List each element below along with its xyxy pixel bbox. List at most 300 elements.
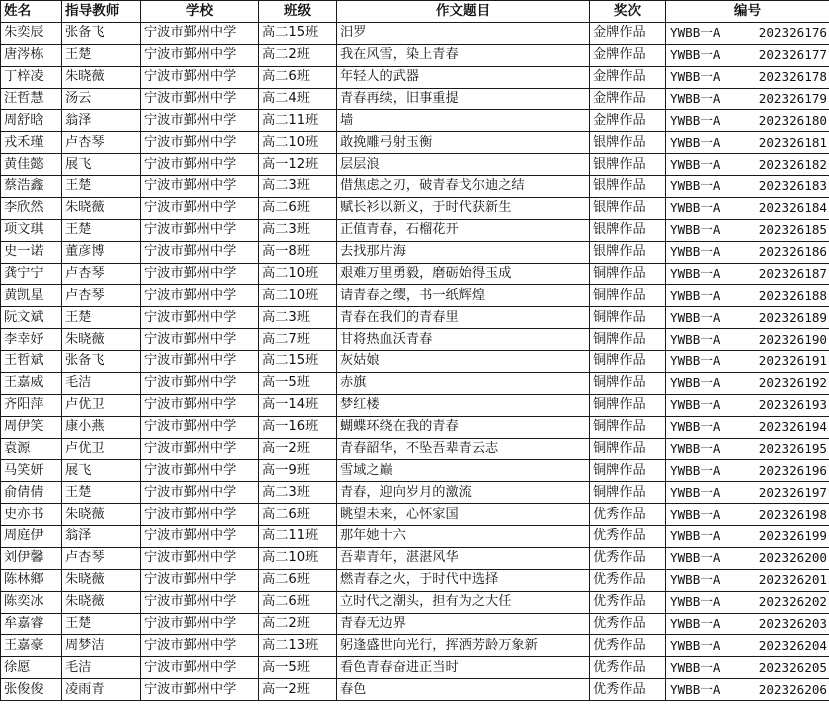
cell-class[interactable]: 高一2班	[259, 438, 337, 460]
cell-code[interactable]	[666, 241, 829, 263]
cell-teacher[interactable]: 卢优卫	[62, 438, 141, 460]
cell-school[interactable]: 宁波市鄞州中学	[141, 176, 259, 198]
code-prefix: YWBB一A	[670, 397, 721, 413]
header-row	[1, 1, 829, 23]
cell-award[interactable]: 铜牌作品	[590, 460, 666, 482]
header-teacher[interactable]: 指导教师	[62, 1, 141, 23]
cell-award[interactable]: 铜牌作品	[590, 307, 666, 329]
code-wrap	[670, 155, 827, 175]
cell-class[interactable]: 高二10班	[259, 285, 337, 307]
code-wrap	[670, 176, 827, 196]
cell-name[interactable]: 蔡浩鑫	[1, 176, 62, 198]
cell-name[interactable]: 陈林鄉	[1, 569, 62, 591]
cell-award[interactable]: 银牌作品	[590, 154, 666, 176]
cell-school[interactable]: 宁波市鄞州中学	[141, 547, 259, 569]
cell-award[interactable]: 优秀作品	[590, 504, 666, 526]
cell-teacher[interactable]: 朱晓薇	[62, 329, 141, 351]
cell-name[interactable]: 马笑妍	[1, 460, 62, 482]
cell-award[interactable]: 优秀作品	[590, 547, 666, 569]
cell-school[interactable]: 宁波市鄞州中学	[141, 613, 259, 635]
cell-code[interactable]	[666, 154, 829, 176]
table-body	[1, 22, 829, 700]
table-row	[1, 526, 829, 548]
cell-school[interactable]: 宁波市鄞州中学	[141, 679, 259, 701]
cell-title[interactable]: 请青春之缨，书一纸辉煌	[337, 285, 590, 307]
cell-teacher[interactable]: 卢杏琴	[62, 263, 141, 285]
cell-teacher[interactable]: 展飞	[62, 460, 141, 482]
cell-class[interactable]: 高一2班	[259, 679, 337, 701]
cell-teacher[interactable]: 康小燕	[62, 416, 141, 438]
table-row	[1, 657, 829, 679]
cell-name[interactable]: 项文琪	[1, 219, 62, 241]
header-title[interactable]: 作文题目	[337, 1, 590, 23]
cell-name[interactable]: 唐涔栋	[1, 44, 62, 66]
code-prefix: YWBB一A	[670, 25, 721, 41]
cell-school[interactable]: 宁波市鄞州中学	[141, 307, 259, 329]
cell-award[interactable]: 铜牌作品	[590, 394, 666, 416]
cell-teacher[interactable]: 王楚	[62, 44, 141, 66]
cell-code[interactable]	[666, 394, 829, 416]
cell-school[interactable]: 宁波市鄞州中学	[141, 372, 259, 394]
cell-class[interactable]: 高二2班	[259, 613, 337, 635]
cell-award[interactable]: 优秀作品	[590, 591, 666, 613]
cell-class[interactable]: 高一9班	[259, 460, 337, 482]
cell-teacher[interactable]: 王楚	[62, 307, 141, 329]
cell-name[interactable]: 戎禾瑾	[1, 132, 62, 154]
cell-teacher[interactable]: 翁泽	[62, 526, 141, 548]
cell-class[interactable]: 高二7班	[259, 329, 337, 351]
code-number: 202326199	[758, 528, 827, 544]
cell-award[interactable]: 铜牌作品	[590, 329, 666, 351]
cell-teacher[interactable]: 卢杏琴	[62, 285, 141, 307]
cell-title[interactable]: 敢挽雕弓射玉衡	[337, 132, 590, 154]
cell-school[interactable]: 宁波市鄞州中学	[141, 482, 259, 504]
code-number: 202326188	[758, 287, 827, 303]
code-prefix: YWBB一A	[670, 112, 721, 128]
cell-school[interactable]: 宁波市鄞州中学	[141, 110, 259, 132]
cell-name[interactable]: 牟嘉睿	[1, 613, 62, 635]
cell-teacher[interactable]: 周梦洁	[62, 635, 141, 657]
code-prefix: YWBB一A	[670, 222, 721, 238]
cell-school[interactable]: 宁波市鄞州中学	[141, 329, 259, 351]
cell-award[interactable]: 银牌作品	[590, 176, 666, 198]
cell-award[interactable]: 优秀作品	[590, 657, 666, 679]
cell-teacher[interactable]: 卢杏琴	[62, 132, 141, 154]
cell-award[interactable]: 银牌作品	[590, 219, 666, 241]
cell-name[interactable]: 王嘉豪	[1, 635, 62, 657]
cell-title[interactable]: 青春韶华，不坠吾辈青云志	[337, 438, 590, 460]
cell-title[interactable]: 去找那片海	[337, 241, 590, 263]
cell-school[interactable]: 宁波市鄞州中学	[141, 351, 259, 373]
table-row	[1, 416, 829, 438]
cell-teacher[interactable]: 朱晓薇	[62, 504, 141, 526]
cell-name[interactable]: 周伊笑	[1, 416, 62, 438]
cell-award[interactable]: 金牌作品	[590, 88, 666, 110]
cell-award[interactable]: 金牌作品	[590, 66, 666, 88]
cell-award[interactable]: 铜牌作品	[590, 372, 666, 394]
cell-code[interactable]	[666, 197, 829, 219]
code-wrap	[670, 548, 827, 568]
cell-name[interactable]: 李幸妤	[1, 329, 62, 351]
cell-code[interactable]	[666, 460, 829, 482]
cell-class[interactable]: 高二6班	[259, 591, 337, 613]
cell-code[interactable]	[666, 44, 829, 66]
cell-teacher[interactable]: 朱晓薇	[62, 197, 141, 219]
cell-name[interactable]: 朱奕辰	[1, 22, 62, 44]
cell-name[interactable]: 史一诺	[1, 241, 62, 263]
cell-award[interactable]: 金牌作品	[590, 22, 666, 44]
cell-school[interactable]: 宁波市鄞州中学	[141, 635, 259, 657]
header-school[interactable]: 学校	[141, 1, 259, 23]
code-wrap	[670, 395, 827, 415]
code-prefix: YWBB一A	[670, 353, 721, 369]
cell-name[interactable]: 齐阳萍	[1, 394, 62, 416]
cell-teacher[interactable]: 展飞	[62, 154, 141, 176]
cell-teacher[interactable]: 卢优卫	[62, 394, 141, 416]
cell-code[interactable]	[666, 351, 829, 373]
code-wrap	[670, 198, 827, 218]
cell-title[interactable]: 层层浪	[337, 154, 590, 176]
cell-award[interactable]: 铜牌作品	[590, 416, 666, 438]
code-prefix: YWBB一A	[670, 90, 721, 106]
cell-title[interactable]: 看色青春奋进正当时	[337, 657, 590, 679]
table-row	[1, 482, 829, 504]
cell-teacher[interactable]: 董彦博	[62, 241, 141, 263]
cell-class[interactable]: 高二6班	[259, 569, 337, 591]
cell-code[interactable]	[666, 307, 829, 329]
header-code[interactable]: 编号	[666, 1, 829, 23]
cell-award[interactable]: 银牌作品	[590, 241, 666, 263]
code-wrap	[670, 242, 827, 262]
cell-title[interactable]: 赋长衫以新义，于时代获新生	[337, 197, 590, 219]
cell-class[interactable]: 高一5班	[259, 657, 337, 679]
cell-teacher[interactable]: 汤云	[62, 88, 141, 110]
table-row	[1, 285, 829, 307]
cell-name[interactable]: 周舒晗	[1, 110, 62, 132]
cell-code[interactable]	[666, 88, 829, 110]
cell-title[interactable]: 汨罗	[337, 22, 590, 44]
cell-award[interactable]: 铜牌作品	[590, 351, 666, 373]
cell-school[interactable]: 宁波市鄞州中学	[141, 154, 259, 176]
cell-teacher[interactable]: 张备飞	[62, 351, 141, 373]
table-row	[1, 351, 829, 373]
cell-award[interactable]: 铜牌作品	[590, 482, 666, 504]
cell-award[interactable]: 优秀作品	[590, 569, 666, 591]
cell-award[interactable]: 金牌作品	[590, 110, 666, 132]
table-row	[1, 241, 829, 263]
cell-name[interactable]: 丁梓凌	[1, 66, 62, 88]
code-prefix: YWBB一A	[670, 156, 721, 172]
cell-title[interactable]: 春色	[337, 679, 590, 701]
cell-name[interactable]: 史亦书	[1, 504, 62, 526]
cell-title[interactable]: 赤旗	[337, 372, 590, 394]
cell-code[interactable]	[666, 679, 829, 701]
cell-school[interactable]: 宁波市鄞州中学	[141, 591, 259, 613]
cell-title[interactable]: 灰姑娘	[337, 351, 590, 373]
cell-title[interactable]: 青春再续，旧事重提	[337, 88, 590, 110]
code-wrap	[670, 505, 827, 525]
cell-name[interactable]: 李欣然	[1, 197, 62, 219]
cell-school[interactable]: 宁波市鄞州中学	[141, 241, 259, 263]
cell-teacher[interactable]: 毛洁	[62, 372, 141, 394]
cell-class[interactable]: 高二11班	[259, 526, 337, 548]
cell-title[interactable]: 正值青春，石榴花开	[337, 219, 590, 241]
code-number: 202326189	[758, 309, 827, 325]
code-prefix: YWBB一A	[670, 419, 721, 435]
cell-name[interactable]: 张俊俊	[1, 679, 62, 701]
cell-title[interactable]: 那年她十六	[337, 526, 590, 548]
cell-code[interactable]	[666, 416, 829, 438]
cell-teacher[interactable]: 王楚	[62, 482, 141, 504]
cell-class[interactable]: 高二15班	[259, 351, 337, 373]
cell-code[interactable]	[666, 569, 829, 591]
cell-title[interactable]: 我在风雪，染上青春	[337, 44, 590, 66]
code-number: 202326192	[758, 375, 827, 391]
code-prefix: YWBB一A	[670, 615, 721, 631]
cell-class[interactable]: 高二13班	[259, 635, 337, 657]
cell-school[interactable]: 宁波市鄞州中学	[141, 416, 259, 438]
cell-award[interactable]: 金牌作品	[590, 44, 666, 66]
cell-class[interactable]: 高二10班	[259, 132, 337, 154]
code-number: 202326191	[758, 353, 827, 369]
cell-award[interactable]: 优秀作品	[590, 635, 666, 657]
cell-code[interactable]	[666, 438, 829, 460]
cell-class[interactable]: 高二11班	[259, 110, 337, 132]
cell-class[interactable]: 高二15班	[259, 22, 337, 44]
cell-award[interactable]: 优秀作品	[590, 526, 666, 548]
cell-title[interactable]: 青春在我们的青春里	[337, 307, 590, 329]
cell-school[interactable]: 宁波市鄞州中学	[141, 263, 259, 285]
cell-teacher[interactable]: 王楚	[62, 613, 141, 635]
table-row	[1, 591, 829, 613]
cell-award[interactable]: 铜牌作品	[590, 263, 666, 285]
cell-award[interactable]: 铜牌作品	[590, 438, 666, 460]
cell-code[interactable]	[666, 526, 829, 548]
cell-title[interactable]: 青春无边界	[337, 613, 590, 635]
code-wrap	[670, 351, 827, 371]
code-number: 202326190	[758, 331, 827, 347]
code-number: 202326184	[758, 200, 827, 216]
cell-name[interactable]: 王哲斌	[1, 351, 62, 373]
code-number: 202326198	[758, 506, 827, 522]
cell-class[interactable]: 高二3班	[259, 219, 337, 241]
cell-title[interactable]: 年轻人的武器	[337, 66, 590, 88]
cell-teacher[interactable]: 毛洁	[62, 657, 141, 679]
cell-class[interactable]: 高二2班	[259, 44, 337, 66]
code-number: 202326180	[758, 112, 827, 128]
table-row	[1, 110, 829, 132]
code-number: 202326176	[758, 25, 827, 41]
cell-school[interactable]: 宁波市鄞州中学	[141, 132, 259, 154]
code-prefix: YWBB一A	[670, 462, 721, 478]
cell-title[interactable]: 甘将热血沃青春	[337, 329, 590, 351]
table-row	[1, 176, 829, 198]
cell-title[interactable]: 雪域之巅	[337, 460, 590, 482]
cell-code[interactable]	[666, 329, 829, 351]
code-prefix: YWBB一A	[670, 244, 721, 260]
cell-title[interactable]: 蝴蝶环绕在我的青春	[337, 416, 590, 438]
cell-school[interactable]: 宁波市鄞州中学	[141, 44, 259, 66]
code-prefix: YWBB一A	[670, 265, 721, 281]
cell-title[interactable]: 躬逢盛世向光行，挥洒芳龄万象新	[337, 635, 590, 657]
cell-class[interactable]: 高二3班	[259, 176, 337, 198]
cell-code[interactable]	[666, 657, 829, 679]
code-wrap	[670, 286, 827, 306]
cell-code[interactable]	[666, 132, 829, 154]
cell-name[interactable]: 汪哲慧	[1, 88, 62, 110]
cell-name[interactable]: 周庭伊	[1, 526, 62, 548]
table-row	[1, 307, 829, 329]
cell-teacher[interactable]: 王楚	[62, 219, 141, 241]
cell-school[interactable]: 宁波市鄞州中学	[141, 504, 259, 526]
cell-school[interactable]: 宁波市鄞州中学	[141, 526, 259, 548]
header-name[interactable]: 姓名	[1, 1, 62, 23]
cell-award[interactable]: 优秀作品	[590, 613, 666, 635]
code-wrap	[670, 264, 827, 284]
cell-code[interactable]	[666, 66, 829, 88]
cell-teacher[interactable]: 朱晓薇	[62, 569, 141, 591]
cell-title[interactable]: 墙	[337, 110, 590, 132]
cell-class[interactable]: 高一12班	[259, 154, 337, 176]
cell-school[interactable]: 宁波市鄞州中学	[141, 569, 259, 591]
cell-title[interactable]: 青春，迎向岁月的激流	[337, 482, 590, 504]
cell-name[interactable]: 徐愿	[1, 657, 62, 679]
table-row	[1, 460, 829, 482]
code-prefix: YWBB一A	[670, 594, 721, 610]
code-prefix: YWBB一A	[670, 528, 721, 544]
code-number: 202326185	[758, 222, 827, 238]
cell-school[interactable]: 宁波市鄞州中学	[141, 285, 259, 307]
code-wrap	[670, 89, 827, 109]
cell-name[interactable]: 阮文斌	[1, 307, 62, 329]
code-number: 202326201	[758, 572, 827, 588]
code-wrap	[670, 45, 827, 65]
cell-school[interactable]: 宁波市鄞州中学	[141, 460, 259, 482]
cell-award[interactable]: 银牌作品	[590, 132, 666, 154]
code-number: 202326205	[758, 659, 827, 675]
header-class[interactable]: 班级	[259, 1, 337, 23]
cell-code[interactable]	[666, 219, 829, 241]
table-row	[1, 569, 829, 591]
cell-name[interactable]: 袁源	[1, 438, 62, 460]
cell-title[interactable]: 借焦虑之刃，破青春戈尔迪之结	[337, 176, 590, 198]
code-number: 202326183	[758, 178, 827, 194]
cell-name[interactable]: 俞倩倩	[1, 482, 62, 504]
cell-class[interactable]: 高二6班	[259, 504, 337, 526]
cell-class[interactable]: 高二4班	[259, 88, 337, 110]
table-row	[1, 219, 829, 241]
table-row	[1, 132, 829, 154]
cell-code[interactable]	[666, 285, 829, 307]
cell-code[interactable]	[666, 613, 829, 635]
cell-title[interactable]: 燃青春之火，于时代中选择	[337, 569, 590, 591]
cell-code[interactable]	[666, 22, 829, 44]
code-number: 202326186	[758, 244, 827, 260]
code-number: 202326206	[758, 681, 827, 697]
cell-school[interactable]: 宁波市鄞州中学	[141, 438, 259, 460]
cell-teacher[interactable]: 翁泽	[62, 110, 141, 132]
code-wrap	[670, 373, 827, 393]
table-row	[1, 22, 829, 44]
cell-title[interactable]: 眺望未来，心怀家国	[337, 504, 590, 526]
table-row	[1, 613, 829, 635]
code-wrap	[670, 330, 827, 350]
cell-code[interactable]	[666, 591, 829, 613]
cell-school[interactable]: 宁波市鄞州中学	[141, 657, 259, 679]
cell-code[interactable]	[666, 504, 829, 526]
code-wrap	[670, 111, 827, 131]
cell-title[interactable]: 吾辈青年，湛湛风华	[337, 547, 590, 569]
cell-code[interactable]	[666, 372, 829, 394]
code-number: 202326179	[758, 90, 827, 106]
cell-class[interactable]: 高一16班	[259, 416, 337, 438]
table-row	[1, 635, 829, 657]
cell-class[interactable]: 高一8班	[259, 241, 337, 263]
cell-code[interactable]	[666, 176, 829, 198]
cell-code[interactable]	[666, 110, 829, 132]
code-prefix: YWBB一A	[670, 287, 721, 303]
cell-class[interactable]: 高一14班	[259, 394, 337, 416]
cell-class[interactable]: 高二6班	[259, 66, 337, 88]
cell-award[interactable]: 优秀作品	[590, 679, 666, 701]
header-award[interactable]: 奖次	[590, 1, 666, 23]
cell-school[interactable]: 宁波市鄞州中学	[141, 219, 259, 241]
code-number: 202326182	[758, 156, 827, 172]
cell-award[interactable]: 铜牌作品	[590, 285, 666, 307]
cell-class[interactable]: 高二10班	[259, 263, 337, 285]
cell-school[interactable]: 宁波市鄞州中学	[141, 197, 259, 219]
code-number: 202326197	[758, 484, 827, 500]
cell-school[interactable]: 宁波市鄞州中学	[141, 88, 259, 110]
cell-class[interactable]: 高二3班	[259, 482, 337, 504]
cell-school[interactable]: 宁波市鄞州中学	[141, 22, 259, 44]
code-prefix: YWBB一A	[670, 681, 721, 697]
cell-name[interactable]: 黄凯星	[1, 285, 62, 307]
cell-name[interactable]: 陈奕冰	[1, 591, 62, 613]
cell-class[interactable]: 高一5班	[259, 372, 337, 394]
cell-class[interactable]: 高二10班	[259, 547, 337, 569]
table-row	[1, 197, 829, 219]
cell-teacher[interactable]: 朱晓薇	[62, 591, 141, 613]
cell-code[interactable]	[666, 547, 829, 569]
cell-code[interactable]	[666, 482, 829, 504]
cell-name[interactable]: 刘伊馨	[1, 547, 62, 569]
cell-teacher[interactable]: 卢杏琴	[62, 547, 141, 569]
cell-code[interactable]	[666, 635, 829, 657]
table-row	[1, 679, 829, 701]
cell-code[interactable]	[666, 263, 829, 285]
cell-class[interactable]: 高二3班	[259, 307, 337, 329]
cell-name[interactable]: 黄佳懿	[1, 154, 62, 176]
cell-teacher[interactable]: 凌雨青	[62, 679, 141, 701]
cell-teacher[interactable]: 张备飞	[62, 22, 141, 44]
cell-title[interactable]: 梦红楼	[337, 394, 590, 416]
code-prefix: YWBB一A	[670, 440, 721, 456]
cell-teacher[interactable]: 王楚	[62, 176, 141, 198]
cell-school[interactable]: 宁波市鄞州中学	[141, 394, 259, 416]
code-number: 202326194	[758, 419, 827, 435]
cell-class[interactable]: 高二6班	[259, 197, 337, 219]
cell-name[interactable]: 王嘉威	[1, 372, 62, 394]
cell-award[interactable]: 银牌作品	[590, 197, 666, 219]
code-wrap	[670, 636, 827, 656]
cell-title[interactable]: 立时代之潮头，担有为之大任	[337, 591, 590, 613]
cell-school[interactable]: 宁波市鄞州中学	[141, 66, 259, 88]
cell-title[interactable]: 艰难万里勇毅，磨砺始得玉成	[337, 263, 590, 285]
cell-name[interactable]: 龚宁宁	[1, 263, 62, 285]
table-row	[1, 44, 829, 66]
cell-teacher[interactable]: 朱晓薇	[62, 66, 141, 88]
